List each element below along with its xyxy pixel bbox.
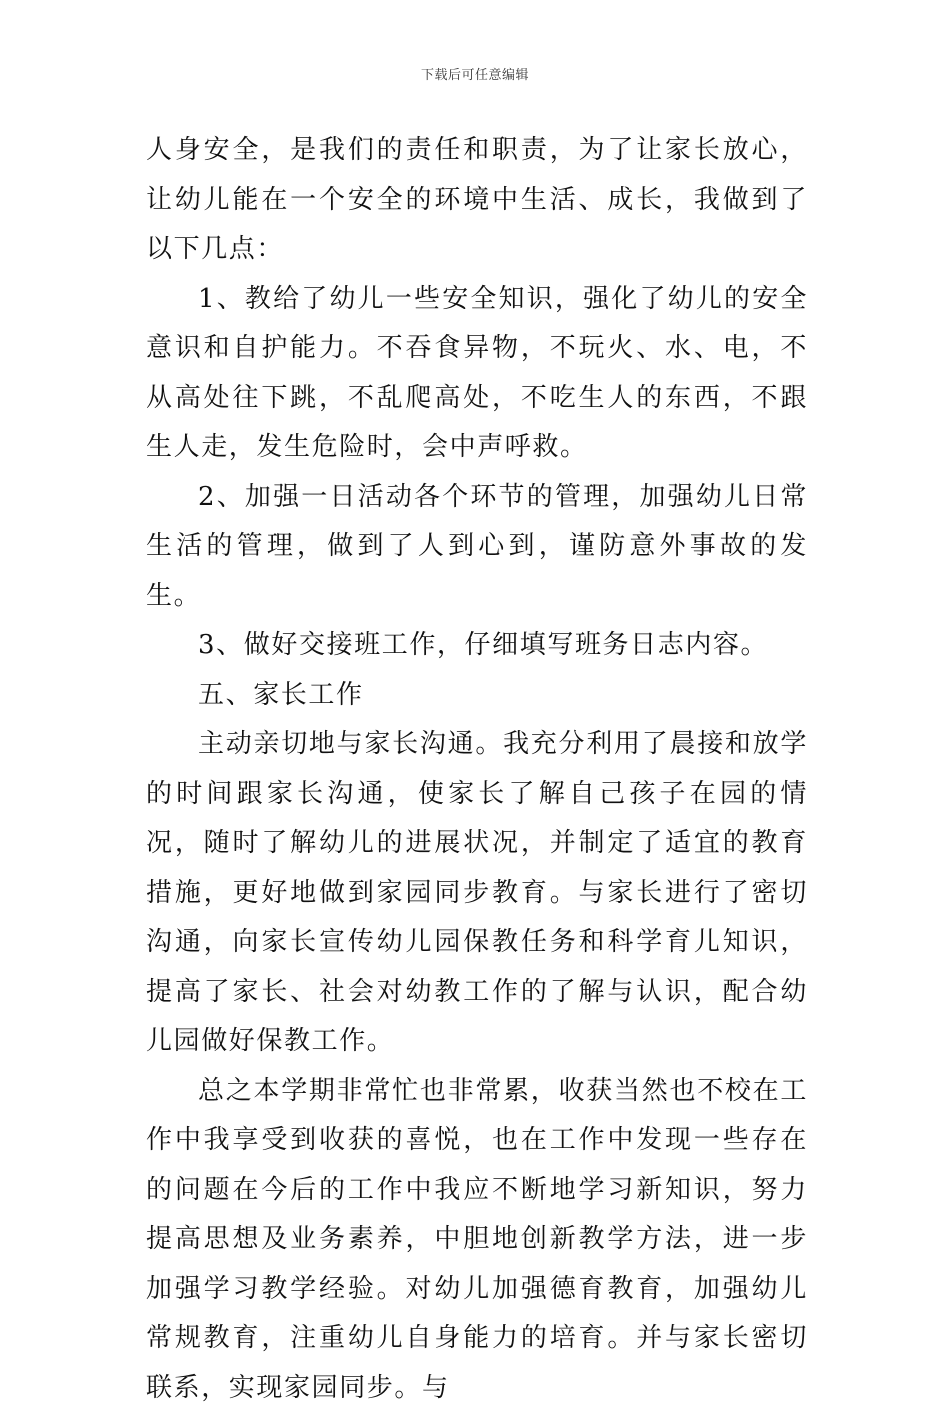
document-body (146, 126, 808, 1413)
paragraph-intro: 人身安全，是我们的责任和职责，为了让家长放心，让幼儿能在一个安全的环境中生活、成长，我做到了以下几点： (146, 126, 808, 275)
header-note: 下载后可任意编辑 (0, 64, 950, 83)
paragraph-summary: 总之本学期非常忙也非常累，收获当然也不校在工作中我享受到收获的喜悦，也在工作中发现一些存在的问题在今后的工作中我应不断地学习新知识，努力提高思想及业务素养，中胆地创新教学方法，进一步加强学习教学经验。对幼儿加强德育教育，加强幼儿常规教育，注重幼儿自身能力的培育。并与家长密切联系，实现家园同步。与 (146, 1067, 808, 1413)
paragraph-safety-knowledge: 1、教给了幼儿一些安全知识，强化了幼儿的安全意识和自护能力。不吞食异物，不玩火、水、电，不从高处往下跳，不乱爬高处，不吃生人的东西，不跟生人走，发生危险时，会中声呼救。 (146, 275, 808, 473)
paragraph-handover: 3、做好交接班工作，仔细填写班务日志内容。 (146, 621, 808, 671)
paragraph-parent-communication: 主动亲切地与家长沟通。我充分利用了晨接和放学的时间跟家长沟通，使家长了解自己孩子在园的情况，随时了解幼儿的进展状况，并制定了适宜的教育措施，更好地做到家园同步教育。与家长进行了密切沟通，向家长宣传幼儿园保教任务和科学育儿知识，提高了家长、社会对幼教工作的了解与认识，配合幼儿园做好保教工作。 (146, 720, 808, 1067)
section-heading-parent-work: 五、家长工作 (146, 671, 808, 721)
paragraph-daily-management: 2、加强一日活动各个环节的管理，加强幼儿日常生活的管理，做到了人到心到，谨防意外事故的发生。 (146, 473, 808, 622)
